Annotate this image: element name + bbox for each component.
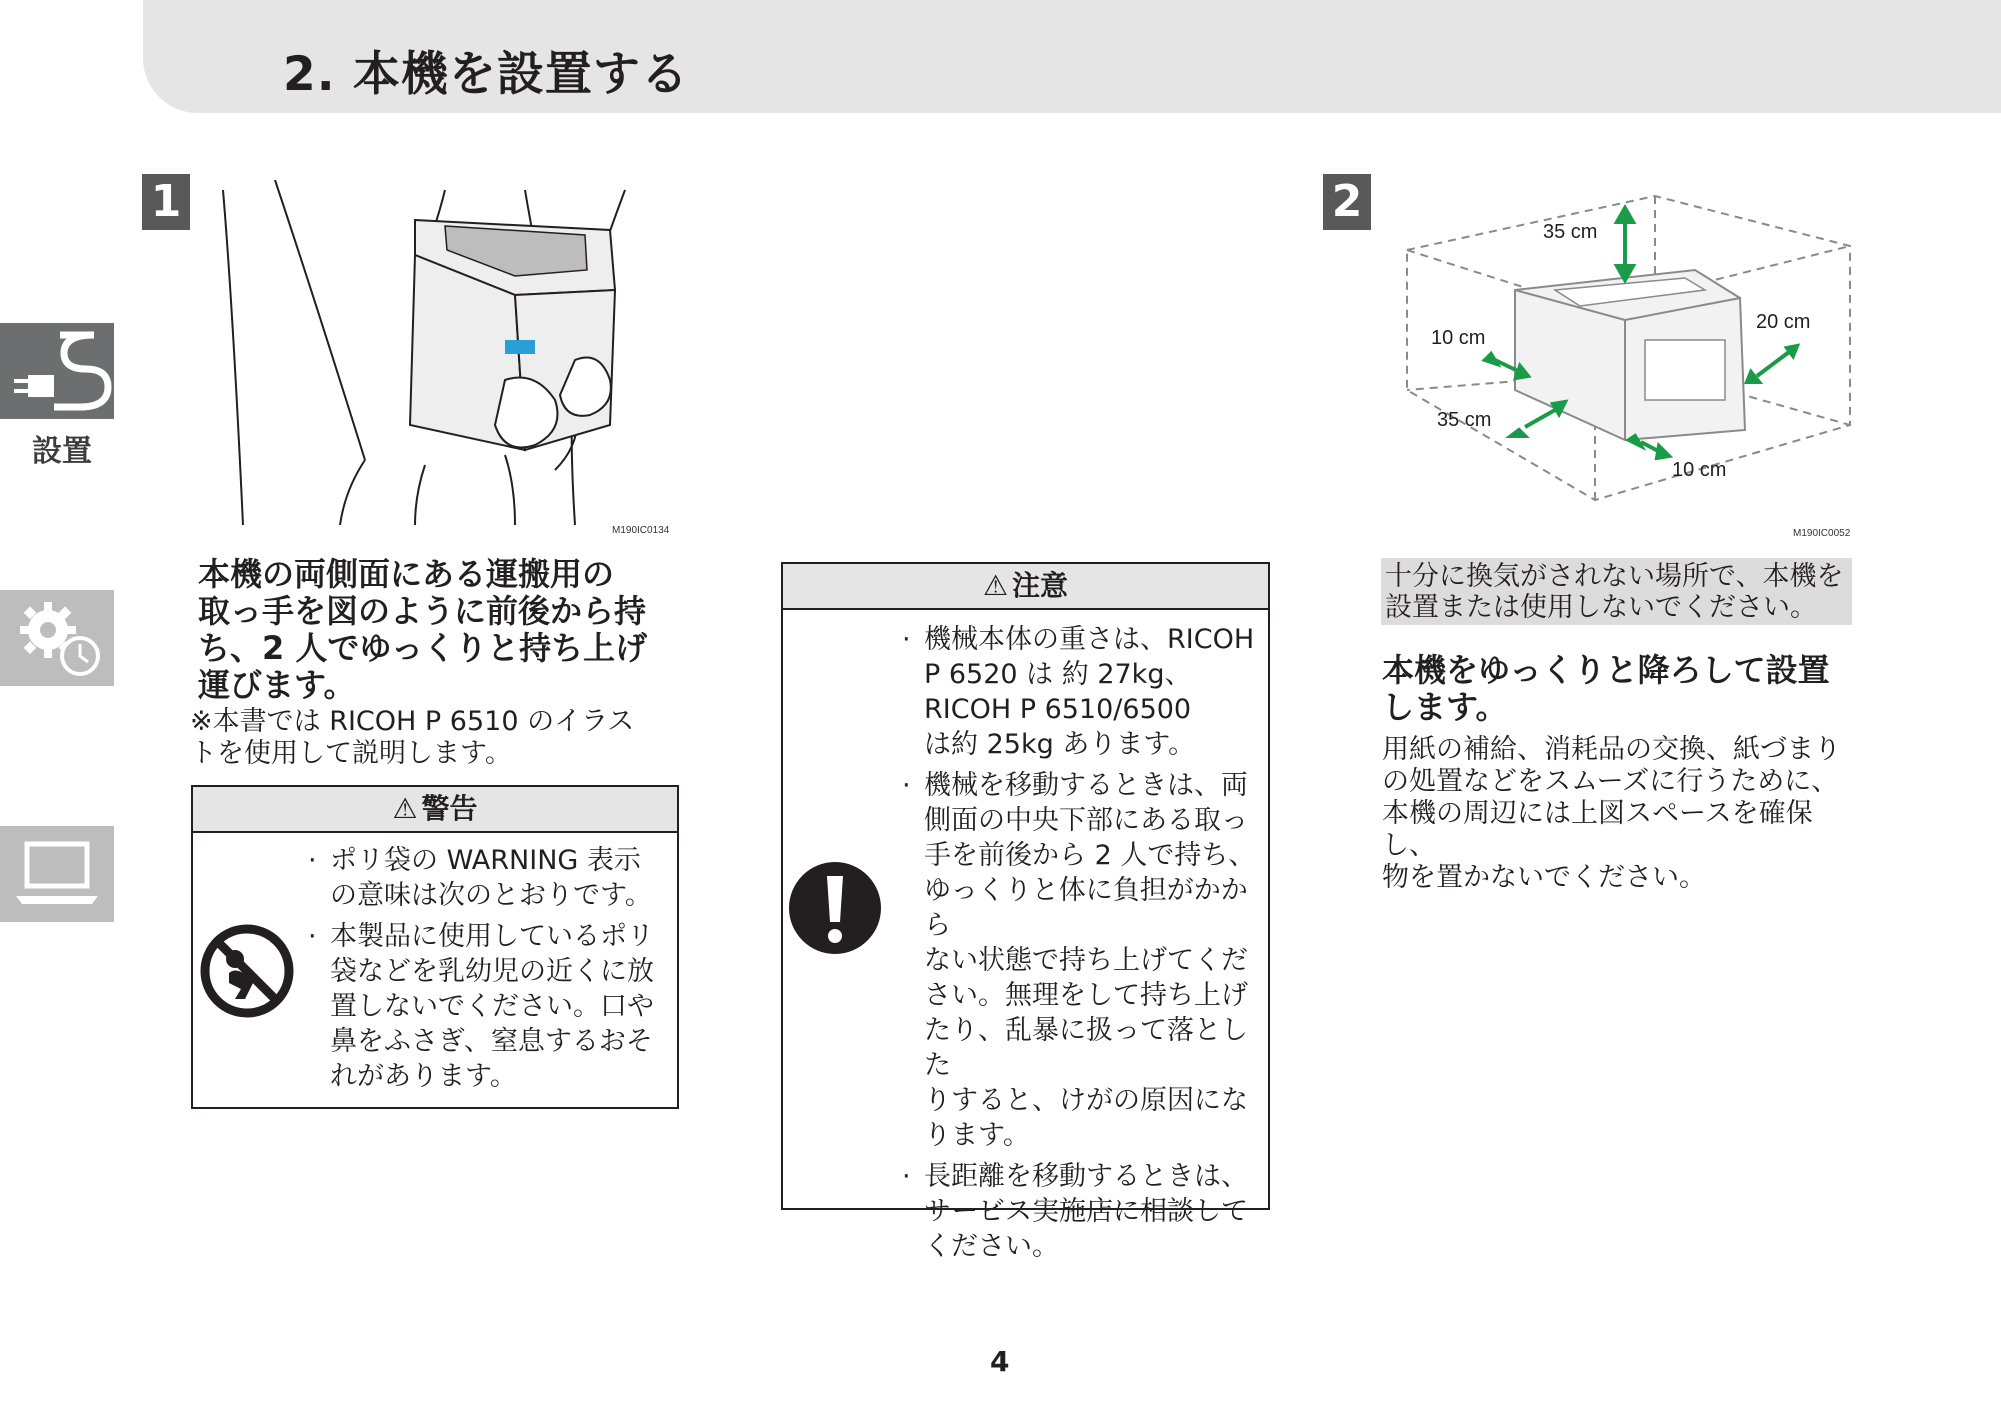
step2-instruction: 本機をゆっくりと降ろして設置 します。 [1382, 651, 1830, 726]
tab-setup-label: 設置 [32, 434, 92, 469]
page-number: 4 [990, 1345, 1010, 1378]
warning-item: · ポリ袋の WARNING 表示 の意味は次のとおりです。 [308, 843, 668, 913]
caution-box [781, 562, 1270, 1262]
tab-setup[interactable] [0, 323, 114, 419]
figure-code-step1: M190IC0134 [612, 525, 670, 536]
exclamation-icon [787, 860, 883, 956]
warning-list [308, 843, 668, 1100]
step2-body: 用紙の補給、消耗品の交換、紙づまり の処置などをスムーズに行うために、 本機の周辺には上図スペースを確保し、 物を置かないでください。 [1382, 734, 1841, 893]
clearance-back-label: 10 cm [1672, 459, 1727, 481]
caution-item: · 機械を移動するときは、両 側面の中央下部にある取っ 手を前後から 2 人で持ち、 ゆっくりと体に負担がかから ない状態で持ち上げてくだ さい。無理をして持ち上げ たり、乱暴に扱って落とした りすると、けがの原因にな ります。 [902, 768, 1262, 1153]
laptop-icon [0, 826, 114, 922]
warning-triangle-icon: ⚠ [392, 792, 418, 825]
tab-computer[interactable] [0, 826, 114, 922]
no-plastic-bag-child-icon [199, 923, 295, 1019]
figure-code-step2: M190IC0052 [1793, 528, 1851, 539]
step1-note: ※本書では RICOH P 6510 のイラス トを使用して説明します。 [190, 706, 635, 769]
carrying-printer-illustration [215, 180, 685, 525]
caution-triangle-icon: ⚠ [982, 569, 1009, 602]
step1-instruction: 本機の両側面にある運搬用の 取っ手を図のように前後から持 ち、2 人でゆっくりと持ち上げ 運びます。 [198, 555, 648, 704]
warning-box [191, 785, 679, 1109]
warning-header: ⚠ 警告 [193, 787, 677, 833]
clearance-right-label: 20 cm [1756, 311, 1811, 333]
plug-icon [0, 323, 114, 419]
clearance-diagram [1395, 190, 1865, 510]
clearance-left-label: 10 cm [1431, 327, 1486, 349]
caution-item: · 機械本体の重さは、RICOH P 6520 は 約 27kg、 RICOH P 6510/6500 は約 25kg あります。 [902, 622, 1262, 762]
ventilation-note: 十分に換気がされない場所で、本機を 設置または使用しないでください。 [1385, 561, 1844, 623]
tab-settings[interactable] [0, 590, 114, 686]
caution-item: · 長距離を移動するときは、 サービス実施店に相談して ください。 [902, 1159, 1262, 1264]
clearance-top-label: 35 cm [1543, 221, 1598, 243]
gear-clock-icon [0, 590, 114, 686]
clearance-front-label: 35 cm [1437, 409, 1492, 431]
page-title: 2. 本機を設置する [283, 47, 689, 102]
step-2-number: 2 [1323, 174, 1371, 230]
warning-item: · 本製品に使用しているポリ 袋などを乳幼児の近くに放 置しないでください。口や 鼻をふさぎ、窒息するおそ れがあります。 [308, 919, 668, 1094]
step-1-number: 1 [142, 174, 190, 230]
caution-list [902, 622, 1262, 1270]
caution-header: ⚠ 注意 [783, 564, 1268, 610]
